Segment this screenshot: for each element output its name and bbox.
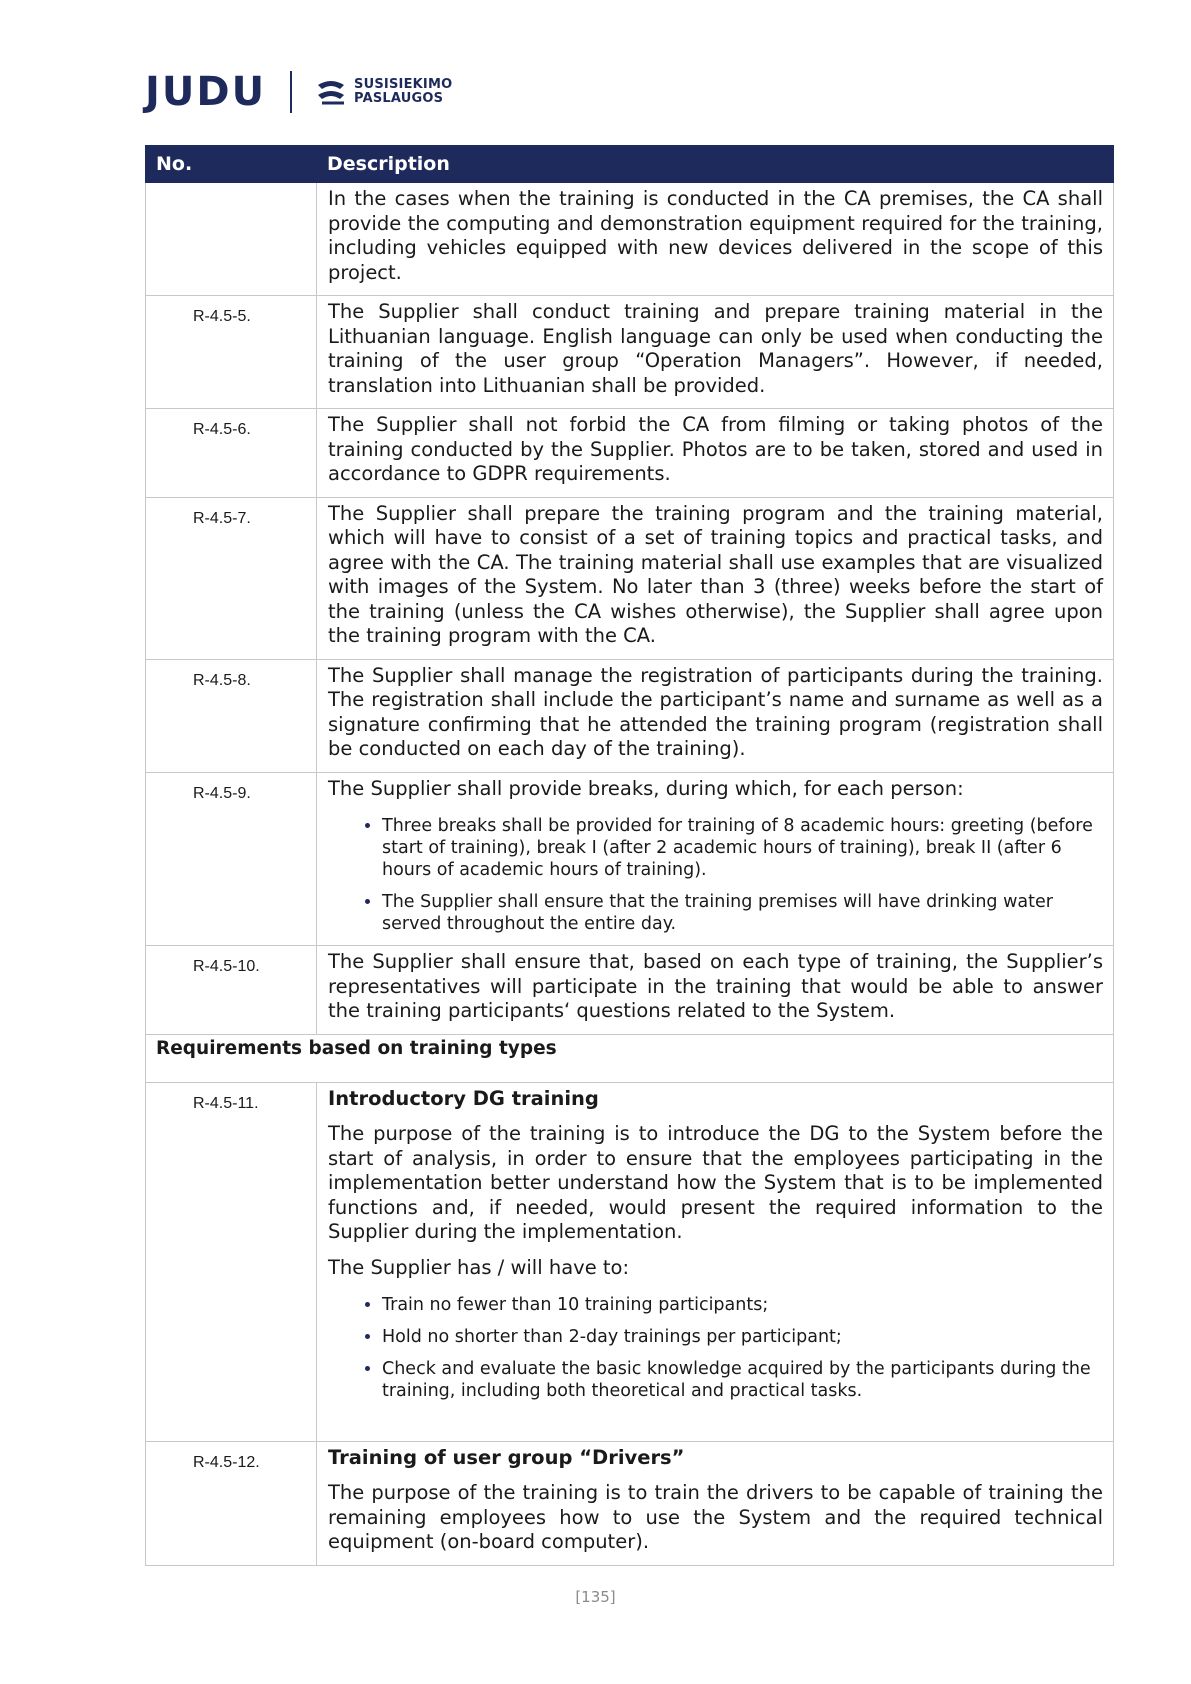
table-row — [146, 946, 1114, 1035]
column-header-description: Description — [317, 146, 1114, 183]
requirement-description — [317, 1082, 1114, 1441]
description-text: The purpose of the training is to introduce the DG to the System before the start of analysis, in order to ensure that the employees participating in the implementation better understand how the System that is to be implemented functions and, if needed, would present the required information to the Supplier during the implementation. — [328, 1122, 1103, 1243]
requirement-number: R-4.5-8. — [146, 659, 317, 772]
requirement-number: R-4.5-7. — [146, 497, 317, 659]
requirement-title: Training of user group “Drivers” — [328, 1445, 685, 1469]
requirement-title: Introductory DG training — [328, 1086, 599, 1110]
requirement-description — [317, 497, 1114, 659]
judu-logo: JUDU — [145, 69, 267, 115]
org-name-line1: SUSISIEKIMO — [354, 77, 453, 92]
bullet-list — [328, 1294, 1103, 1402]
page-header — [145, 70, 452, 114]
table-row — [146, 1082, 1114, 1441]
description-text: The Supplier shall ensure that, based on each type of training, the Supplier’s representatives will participate in the training that would be able to answer the training participants‘ questions related to the System. — [328, 950, 1103, 1022]
table-row — [146, 772, 1114, 946]
section-header-row — [146, 1034, 1114, 1082]
description-text: The Supplier shall prepare the training program and the training material, which will have to consist of a set of training topics and practical tasks, and agree with the CA. The training material shall use examples that are visualized with images of the System. No later than 3 (three) weeks before the start of the training (unless the CA wishes otherwise), the Supplier shall agree upon the training program with the CA. — [328, 501, 1103, 647]
header-divider — [290, 71, 292, 113]
requirement-number: R-4.5-9. — [146, 772, 317, 946]
section-title: Requirements based on training types — [146, 1034, 1114, 1082]
bullet-list — [328, 815, 1103, 935]
table-row — [146, 659, 1114, 772]
requirement-description — [317, 659, 1114, 772]
bullet-item: • Train no fewer than 10 training participants; — [382, 1294, 1103, 1316]
requirement-number — [146, 183, 317, 296]
table-row — [146, 1441, 1114, 1565]
table-row — [146, 409, 1114, 498]
requirement-description — [317, 409, 1114, 498]
requirement-number: R-4.5-10. — [146, 946, 317, 1035]
column-header-no: No. — [146, 146, 317, 183]
table-row — [146, 183, 1114, 296]
susisiekimo-paslaugos-logo-icon — [314, 75, 348, 109]
requirement-description — [317, 183, 1114, 296]
org-name-line2: PASLAUGOS — [354, 91, 444, 106]
bullet-item: • Hold no shorter than 2-day trainings per participant; — [382, 1326, 1103, 1348]
requirement-description — [317, 772, 1114, 946]
description-text: The Supplier shall not forbid the CA from filming or taking photos of the training conducted by the Supplier. Photos are to be taken, stored and used in accordance to GDPR requirements. — [328, 413, 1103, 485]
requirement-description — [317, 1441, 1114, 1565]
requirement-number: R-4.5-6. — [146, 409, 317, 498]
requirement-number: R-4.5-11. — [146, 1082, 317, 1441]
org-name — [354, 78, 452, 106]
page-number: [135] — [575, 1588, 616, 1606]
description-text: The Supplier shall provide breaks, during which, for each person: — [328, 776, 964, 800]
description-text: The Supplier has / will have to: — [328, 1255, 630, 1279]
requirement-description — [317, 296, 1114, 409]
table-header-row — [146, 146, 1114, 183]
bullet-item: • The Supplier shall ensure that the training premises will have drinking water served throughout the entire day. — [382, 891, 1103, 935]
bullet-item: • Check and evaluate the basic knowledge acquired by the participants during the training, including both theoretical and practical tasks. — [382, 1358, 1103, 1402]
table-row — [146, 497, 1114, 659]
table-row — [146, 296, 1114, 409]
description-text: The purpose of the training is to train the drivers to be capable of training the remaining employees how to use the System and the required technical equipment (on-board computer). — [328, 1481, 1103, 1553]
description-text: The Supplier shall manage the registration of participants during the training. The registration shall include the participant’s name and surname as well as a signature confirming that he attended the training program (registration shall be conducted on each day of the training). — [328, 663, 1103, 760]
requirement-number: R-4.5-5. — [146, 296, 317, 409]
description-text: The Supplier shall conduct training and prepare training material in the Lithuanian language. English language can only be used when conducting the training of the user group “Operation Managers”. However, if needed, translation into Lithuanian shall be provided. — [328, 300, 1103, 397]
requirement-description — [317, 946, 1114, 1035]
bullet-item: • Three breaks shall be provided for training of 8 academic hours: greeting (before start of training), break I (after 2 academic hours of training), break II (after 6 hours of academic hours of training). — [382, 815, 1103, 881]
requirements-table — [145, 145, 1114, 1566]
description-text: In the cases when the training is conducted in the CA premises, the CA shall provide the computing and demonstration equipment required for the training, including vehicles equipped with new devices delivered in the scope of this project. — [328, 187, 1103, 284]
requirement-number: R-4.5-12. — [146, 1441, 317, 1565]
